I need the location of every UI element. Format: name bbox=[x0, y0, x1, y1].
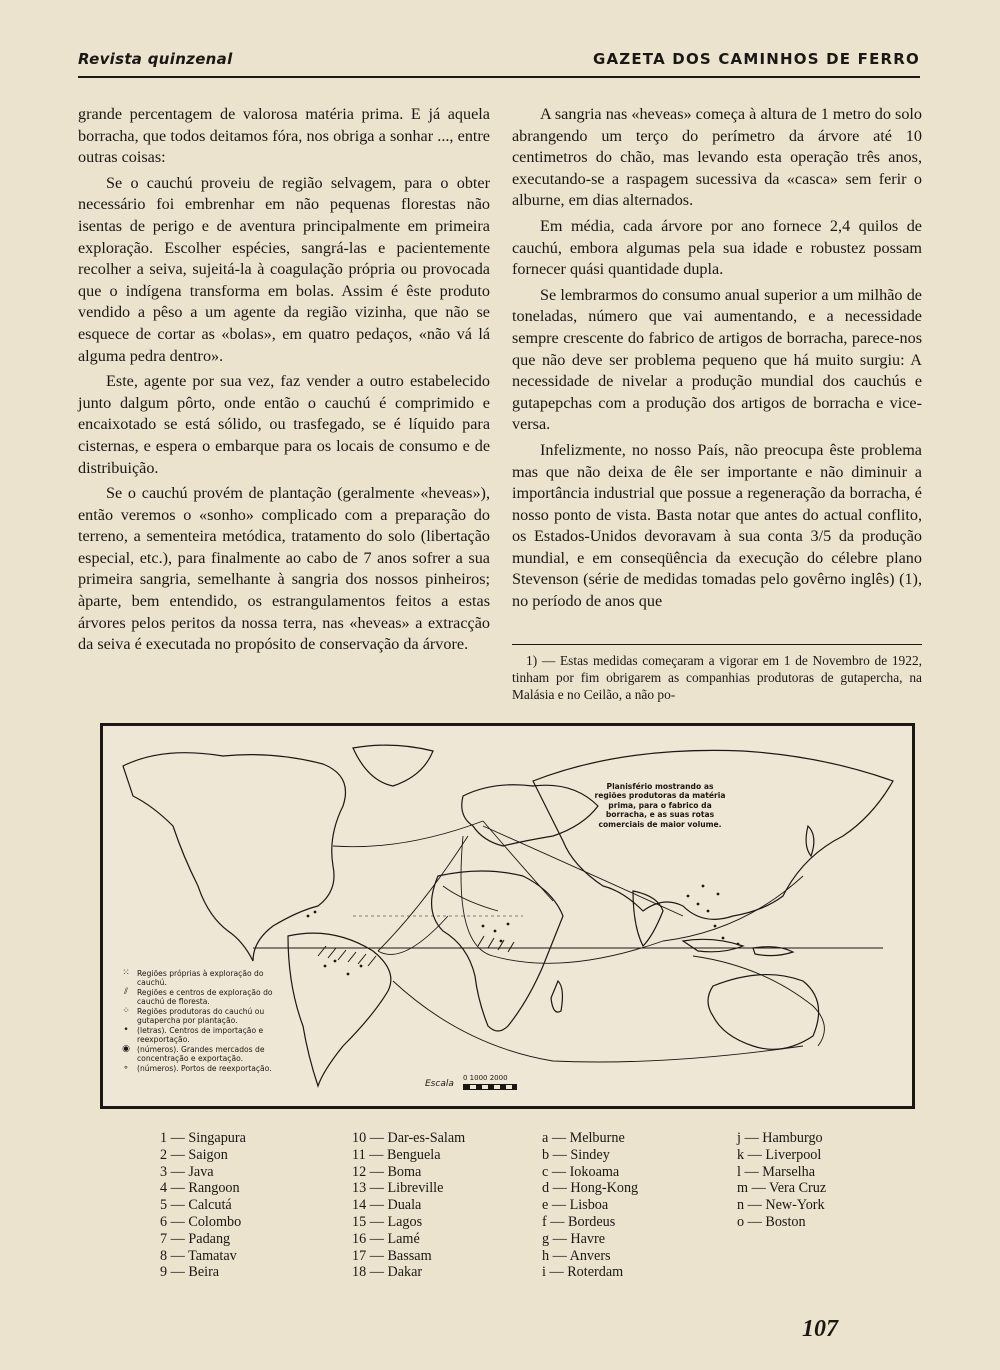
footnote: 1) — Estas medidas começaram a vigorar em 1 de Novembro de 1922, tinham por fim obrigarem as companhias produtoras de gutapercha, na Malásia e no Ceilão, a não po- bbox=[512, 653, 922, 702]
place-entry: 5 — Calcutá bbox=[160, 1197, 232, 1214]
place-entry: m — Vera Cruz bbox=[737, 1180, 827, 1197]
region-dot bbox=[737, 943, 740, 946]
place-entry: 4 — Rangoon bbox=[160, 1180, 240, 1197]
route-line bbox=[393, 981, 803, 1062]
paragraph: Se o cauchú proveiu de região selvagem, para o obter necessário foi embrenhar em não pequenas florestas não isentas de perigo e de aventura principalmente em primeira exploração. Escolher espécies, sangrá-las e pacientemente recolher a seiva, sujeitá-la à coagulação própria ou provocada que o indígena transforma em bolas. Assim é êste produto vendido a pêso a um agente da região vizinha, que não se esquece de cortar as «bolas», em quatro pedaços, «não vá lá alguma pedra dentro». bbox=[78, 173, 490, 365]
place-entry: h — Anvers bbox=[542, 1247, 611, 1264]
place-entry: j — Hamburgo bbox=[737, 1130, 823, 1146]
paragraph: grande percentagem de valorosa matéria prima. E já aquela borracha, que todos deitamos fóra, nos obriga a sonhar ..., entre outras coisas: bbox=[78, 105, 490, 167]
place-entry: 15 — Lagos bbox=[352, 1213, 423, 1230]
journal-title: GAZETA DOS CAMINHOS DE FERRO bbox=[592, 50, 920, 68]
indonesia-outline bbox=[683, 939, 793, 955]
place-entry: g — Havre bbox=[542, 1230, 606, 1247]
place-entry: 8 — Tamatav bbox=[160, 1247, 237, 1264]
scale-bar bbox=[463, 1084, 517, 1090]
legend-symbol: • bbox=[123, 1025, 129, 1035]
africa-outline bbox=[432, 871, 563, 1031]
place-entry: f — Bordeus bbox=[542, 1213, 616, 1230]
place-entry: 14 — Duala bbox=[352, 1197, 422, 1214]
region-dot bbox=[500, 940, 503, 943]
place-entry: 10 — Dar-es-Salam bbox=[352, 1130, 466, 1146]
region-dot bbox=[687, 895, 690, 898]
places-column-4 bbox=[737, 1130, 826, 1231]
places-column-2 bbox=[352, 1130, 465, 1281]
region-dot bbox=[714, 925, 717, 928]
legend-text: Regiões produtoras do cauchú ou gutapercha por plantação. bbox=[137, 1007, 265, 1025]
map-caption: Planisfério mostrando as regiões produtoras da matéria prima, para o fabrico da borracha, e as suas rotas comerciais de maior volume. bbox=[594, 782, 726, 829]
place-entry: 18 — Dakar bbox=[352, 1264, 423, 1281]
legend-text: (letras). Centros de importação e reexportação. bbox=[137, 1026, 264, 1044]
route-line bbox=[483, 826, 683, 916]
north-america-outline bbox=[123, 753, 346, 961]
europe-outline bbox=[462, 785, 598, 846]
paragraph: A sangria nas «heveas» começa à altura de 1 metro do solo abrangendo um terço do perímetro da árvore até 10 centimetros do chão, mas levando esta operação três anos, executando-se a raspagem sucessiva da «casca» sem ferir o alburne, em dias alternados. bbox=[512, 105, 922, 210]
region-dot bbox=[360, 965, 363, 968]
legend-text: (números). Grandes mercados de concentração e exportação. bbox=[137, 1045, 265, 1063]
legend-item bbox=[117, 969, 292, 987]
region-dot bbox=[697, 903, 700, 906]
place-entry: a — Melburne bbox=[542, 1130, 625, 1146]
madagascar-outline bbox=[551, 981, 562, 1012]
paragraph: Se o cauchú provém de plantação (geralmente «heveas»), então veremos o «sonho» complicado com a preparação do terreno, a sementeira metódica, tratamento do solo (libertação especial, etc.), para finalmente ao cabo de 7 anos sofrer a sua primeira sangria, semelhante à sangria dos nossos pinheiros; àparte, bem entendido, os estrangulamentos feitos a estas árvores pelos peritos da nossa terra, nas «heveas» a extracção da seiva é executada no propósito de conservação da árvore. bbox=[78, 484, 490, 654]
place-entry: d — Hong-Kong bbox=[542, 1180, 639, 1197]
region-dot bbox=[482, 925, 485, 928]
page-number: 107 bbox=[802, 1316, 838, 1342]
place-entry: 12 — Boma bbox=[352, 1163, 422, 1180]
right-column bbox=[512, 104, 922, 617]
forest-hatch bbox=[478, 936, 514, 952]
legend-symbol: ◉ bbox=[122, 1044, 130, 1054]
route-line bbox=[663, 876, 803, 941]
region-dot bbox=[307, 915, 310, 918]
map-legend bbox=[117, 969, 292, 1074]
forest-hatch bbox=[318, 946, 376, 966]
greenland-outline bbox=[353, 745, 433, 786]
place-entry: 2 — Saigon bbox=[160, 1146, 228, 1163]
place-entry: 6 — Colombo bbox=[160, 1213, 242, 1230]
place-entry: 17 — Bassam bbox=[352, 1247, 432, 1264]
place-entry: l — Marselha bbox=[737, 1163, 816, 1180]
region-dot bbox=[494, 930, 497, 933]
asia-outline bbox=[533, 750, 893, 919]
paragraph: Em média, cada árvore por ano fornece 2,4 quilos de cauchú, embora algumas pela sua idade e robustez possam fornecer quási quantidade dupla. bbox=[512, 216, 922, 279]
place-entry: 3 — Java bbox=[160, 1163, 214, 1180]
legend-symbol: ⫽ bbox=[123, 987, 128, 997]
legend-symbol: ∘ bbox=[123, 1063, 129, 1073]
place-entry: n — New-York bbox=[737, 1197, 825, 1214]
region-dot bbox=[334, 960, 337, 963]
legend-text: Regiões e centros de exploração do cauchú de floresta. bbox=[137, 988, 273, 1006]
legend-text: Regiões próprias à exploração do cauchú. bbox=[137, 969, 264, 987]
region-dot bbox=[722, 937, 725, 940]
route-line bbox=[333, 821, 483, 847]
region-dot bbox=[702, 885, 705, 888]
region-dot bbox=[347, 973, 350, 976]
legend-item bbox=[117, 1045, 292, 1063]
scale-numbers: 0 1000 2000 bbox=[463, 1074, 508, 1082]
legend-symbol: ⁙ bbox=[122, 968, 130, 978]
legend-text: (números). Portos de reexportação. bbox=[137, 1064, 272, 1073]
place-entry: 11 — Benguela bbox=[352, 1146, 441, 1163]
place-entry: k — Liverpool bbox=[737, 1146, 822, 1163]
region-dot bbox=[314, 911, 317, 914]
place-entry: 9 — Beira bbox=[160, 1264, 220, 1281]
page-header bbox=[78, 46, 920, 78]
india-outline bbox=[633, 891, 663, 946]
legend-item bbox=[117, 1007, 292, 1025]
places-column-3 bbox=[542, 1130, 638, 1281]
australia-outline bbox=[708, 975, 819, 1050]
footnote-divider bbox=[512, 644, 922, 645]
paragraph: Se lembrarmos do consumo anual superior a um milhão de toneladas, número que vai aumentando, e a necessidade sempre crescente do fabrico de artigos de borracha, parece-nos que não deve ser problema pequeno que há muito surgiu: A necessidade de nivelar a produção mundial dos cauchús e gutapерchas com a produção dos artigos de borracha e vice-versa. bbox=[512, 285, 922, 434]
region-dot bbox=[324, 965, 327, 968]
legend-item bbox=[117, 1026, 292, 1044]
region-dot bbox=[717, 893, 720, 896]
place-entry: 13 — Libreville bbox=[352, 1180, 444, 1197]
legend-item bbox=[117, 988, 292, 1006]
route-line bbox=[443, 886, 498, 911]
region-dot bbox=[707, 910, 710, 913]
left-column bbox=[78, 104, 490, 660]
route-line bbox=[483, 821, 553, 901]
place-entry: o — Boston bbox=[737, 1213, 806, 1230]
region-dot bbox=[507, 923, 510, 926]
scale-label: Escala bbox=[425, 1079, 454, 1089]
route-line bbox=[378, 916, 448, 954]
place-entry: b — Sindey bbox=[542, 1146, 610, 1163]
place-entry: i — Roterdam bbox=[542, 1264, 624, 1281]
place-entry: e — Lisboa bbox=[542, 1197, 609, 1214]
legend-item bbox=[117, 1064, 292, 1073]
place-entry: 7 — Padang bbox=[160, 1230, 231, 1247]
journal-frequency: Revista quinzenal bbox=[78, 50, 233, 68]
world-map bbox=[100, 723, 915, 1109]
route-line bbox=[693, 956, 824, 1046]
japan-outline bbox=[806, 826, 814, 856]
paragraph: Este, agente por sua vez, faz vender a outro estabelecido junto dalgum pôrto, onde então o cauchú é comprimido e encaixotado se está sólido, ou trasfegado, se é líquido para cisternas, e espera o embarque para os locais de consumo e de distribuição. bbox=[78, 372, 490, 477]
paragraph: Infelizmente, no nosso País, não preocupa êste problema mas que não deixa de êle ser importante e não diminuir a importância industrial que possue a regeneração da borracha, é nosso ponto de vista. Basta notar que antes do actual conflito, os Estados-Unidos devoravam à sua conta 3/5 da produção mundial, e em conseqüência da execução do célebre plano Stevenson (série de medidas tomadas pelo govêrno inglês) (1), no período de anos que bbox=[512, 440, 922, 611]
place-entry: c — Iokoama bbox=[542, 1163, 620, 1180]
places-column-1 bbox=[160, 1130, 246, 1281]
place-entry: 1 — Singapura bbox=[160, 1130, 246, 1146]
place-entry: 16 — Lamé bbox=[352, 1230, 420, 1247]
legend-symbol: ⁘ bbox=[122, 1006, 130, 1016]
